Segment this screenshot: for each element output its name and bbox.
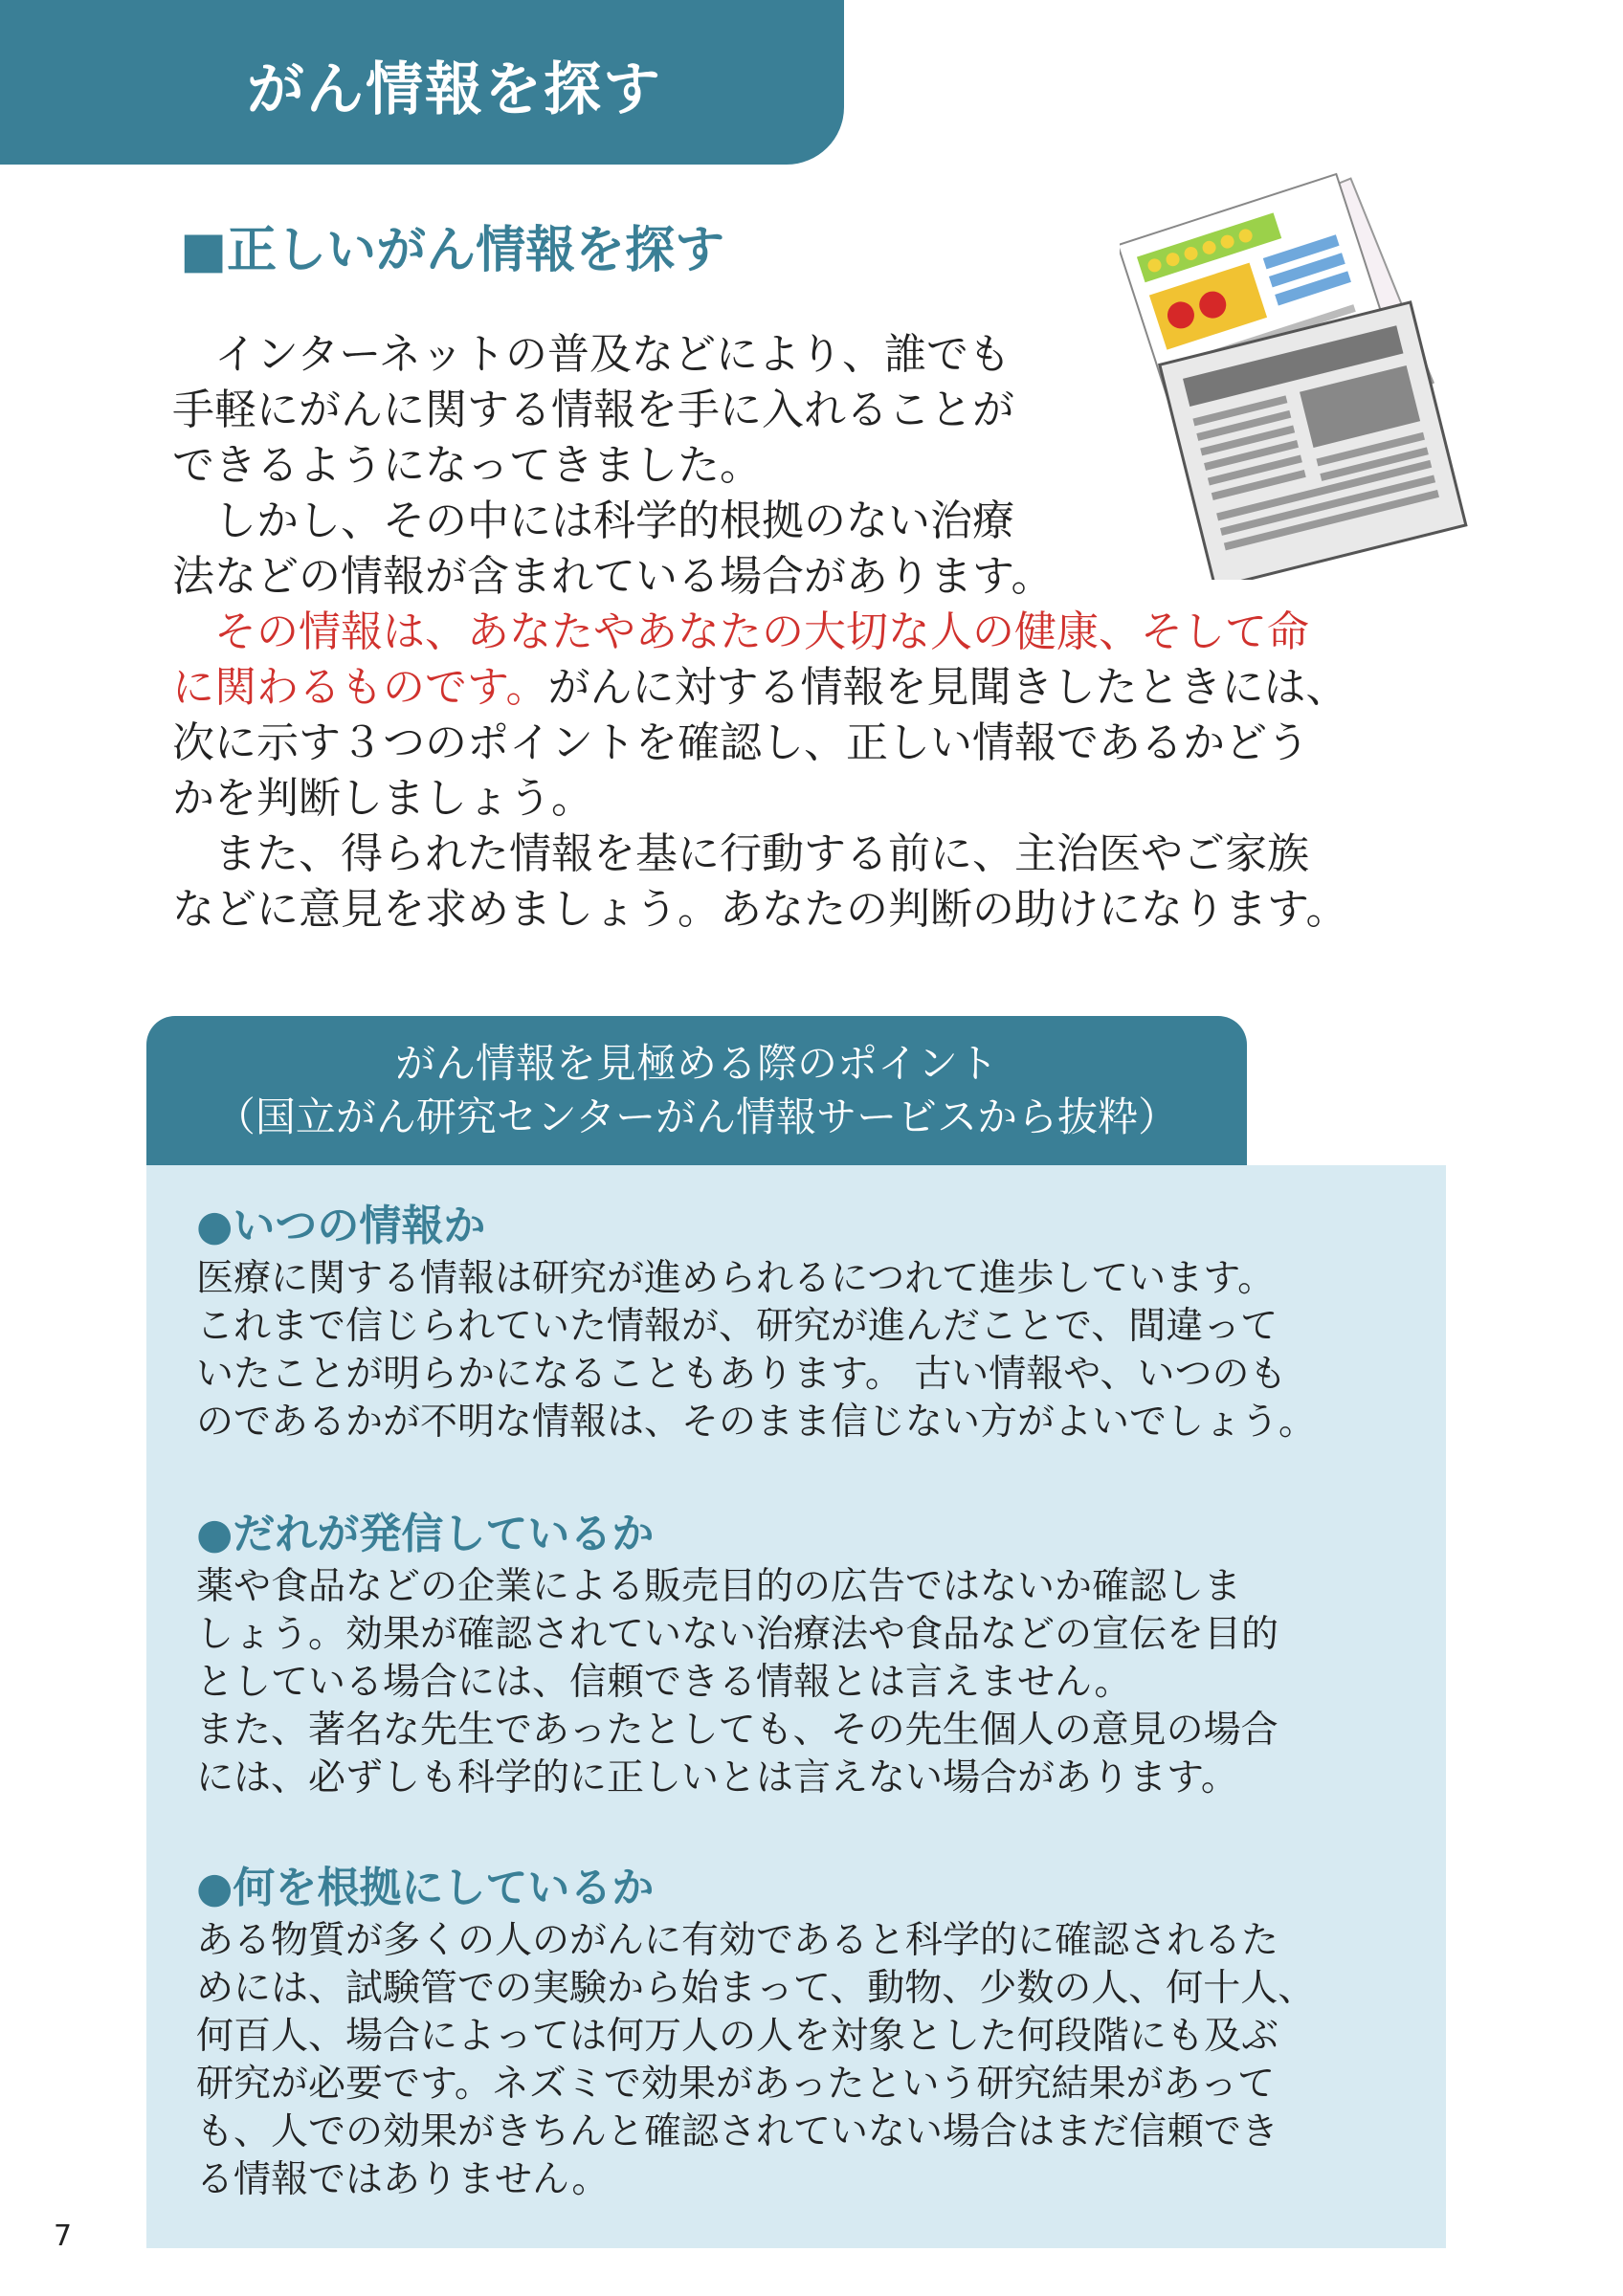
intro-line: 手軽にがんに関する情報を手に入れることが xyxy=(172,386,1014,434)
point-line: 医療に関する情報は研究が進められるにつれて進歩しています。 xyxy=(196,1257,1276,1300)
point-heading-when: ●いつの情報か xyxy=(196,1202,486,1250)
point-line: のであるかが不明な情報は、そのまま信じない方がよいでしょう。 xyxy=(196,1401,1317,1444)
points-title: がん情報を見極める際のポイント xyxy=(394,1040,998,1087)
intro-text xyxy=(172,327,1464,938)
point-body-when xyxy=(196,1255,1431,1446)
page-number: 7 xyxy=(54,2219,73,2253)
page-title: がん情報を探す xyxy=(247,56,662,123)
intro-text-rest: がんに対する情報を見聞きしたときには、 xyxy=(547,663,1348,712)
intro-line: インターネットの普及などにより、誰でも xyxy=(214,330,1012,379)
point-line: 何百人、場合によっては何万人の人を対象とした何段階にも及ぶ xyxy=(196,2015,1279,2058)
point-body-basis xyxy=(196,1917,1431,2204)
intro-line xyxy=(172,660,1464,716)
intro-line: かを判断しましょう。 xyxy=(172,774,593,823)
points-subtitle: （国立がん研究センターがん情報サービスから抜粋） xyxy=(214,1093,1179,1140)
point-line: また、著名な先生であったとしても、その先生個人の意見の場合 xyxy=(196,1709,1278,1752)
point-line: めには、試験管での実験から始まって、動物、少数の人、何十人、 xyxy=(196,1967,1316,2010)
point-line: ある物質が多くの人のがんに有効であると科学的に確認されるた xyxy=(196,1919,1279,1962)
intro-line: しかし、その中には科学的根拠のない治療 xyxy=(214,497,1014,545)
intro-line: 法などの情報が含まれている場合があります。 xyxy=(172,552,1054,601)
point-line: としている場合には、信頼できる情報とは言えません。 xyxy=(196,1661,1132,1704)
point-line: いたことが明らかになることもあります。 古い情報や、いつのも xyxy=(196,1353,1287,1396)
point-line: これまで信じられていた情報が、研究が進んだことで、間違って xyxy=(196,1305,1278,1348)
intro-line: できるようになってきました。 xyxy=(172,441,762,490)
section-heading: ■正しいがん情報を探す xyxy=(180,222,725,279)
point-heading-basis: ●何を根拠にしているか xyxy=(196,1864,655,1912)
point-line: しょう。効果が確認されていない治療法や食品などの宣伝を目的 xyxy=(196,1613,1279,1656)
point-line: も、人での効果がきちんと確認されていない場合はまだ信頼でき xyxy=(196,2110,1279,2153)
points-box xyxy=(146,1165,1446,2248)
header-tab xyxy=(0,0,844,165)
intro-line: などに意見を求めましょう。あなたの判断の助けになります。 xyxy=(172,885,1348,934)
emphasis-text: に関わるものです。 xyxy=(172,663,548,712)
emphasis-line: その情報は、あなたやあなたの大切な人の健康、そして命 xyxy=(214,607,1309,656)
point-line: 薬や食品などの企業による販売目的の広告ではないか確認しま xyxy=(196,1565,1242,1608)
point-line: には、必ずしも科学的に正しいとは言えない場合があります。 xyxy=(196,1756,1238,1799)
points-header xyxy=(146,1016,1247,1165)
point-body-who xyxy=(196,1563,1431,1802)
intro-line: また、得られた情報を基に行動する前に、主治医やご家族 xyxy=(214,829,1309,878)
intro-line: 次に示す３つのポイントを確認し、正しい情報であるかどう xyxy=(172,718,1309,767)
point-line: る情報ではありません。 xyxy=(196,2158,610,2201)
point-heading-who: ●だれが発信しているか xyxy=(196,1510,655,1558)
point-line: 研究が必要です。ネズミで効果があったという研究結果があって xyxy=(196,2063,1276,2106)
